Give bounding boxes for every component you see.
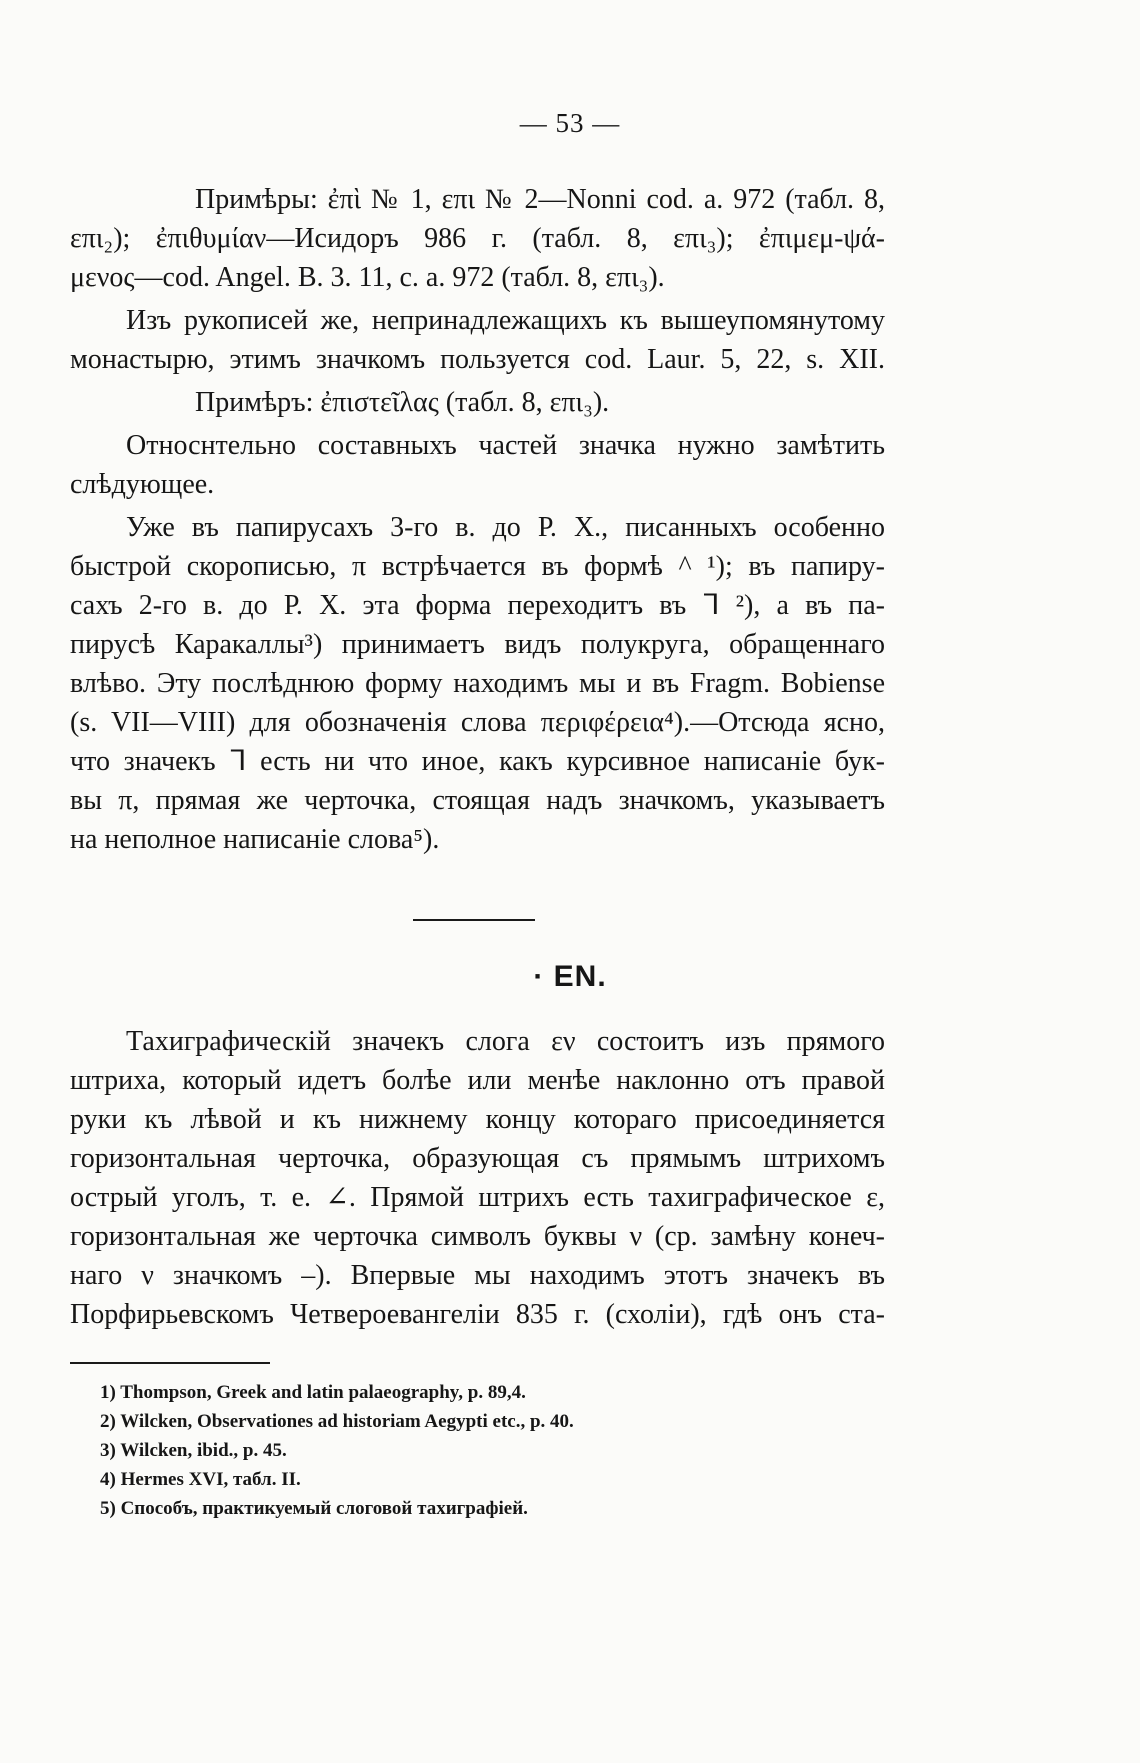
text-line: наго ν значкомъ –). Впервые мы находимъ этотъ значекъ въ bbox=[70, 1260, 885, 1291]
text-line: Примѣръ: ἐπιστεῖλας (табл. 8, επι₃). bbox=[195, 387, 610, 418]
text-line: быстрой скорописью, π встрѣчается въ формѣ ^ ¹); въ папиру- bbox=[70, 551, 885, 582]
footnote: 4) Hermes XVI, табл. II. bbox=[100, 1469, 301, 1490]
footnotes bbox=[100, 1378, 920, 1523]
text-line: сахъ 2-го в. до Р. Х. эта форма переходитъ въ ᒣ ²), а въ па- bbox=[70, 590, 885, 621]
text-line: вы π, прямая же черточка, стоящая надъ значкомъ, указываетъ bbox=[70, 785, 885, 816]
en-text-block bbox=[70, 1022, 885, 1334]
text-line: Уже въ папирусахъ 3-го в. до Р. Х., писанныхъ особенно bbox=[126, 512, 885, 543]
text-line: на неполное написаніе слова⁵). bbox=[70, 824, 440, 855]
text-line: μενος—cod. Angel. B. 3. 11, c. a. 972 (табл. 8, επι₃). bbox=[70, 262, 665, 293]
paragraph-examples-1-cont bbox=[70, 219, 885, 297]
text-line: монастырю, этимъ значкомъ пользуется cod. Laur. 5, 22, s. XII. bbox=[70, 344, 885, 375]
text-line: Тахиграфическій значекъ слога εν состоитъ изъ прямого bbox=[126, 1026, 885, 1057]
footnote: 5) Способъ, практикуемый слоговой тахиграфіей. bbox=[100, 1498, 528, 1519]
footnote: 1) Thompson, Greek and latin palaeography, p. 89,4. bbox=[100, 1382, 526, 1403]
footnote-divider bbox=[70, 1362, 270, 1364]
text-line: Изъ рукописей же, непринадлежащихъ къ вышеупомянутому bbox=[126, 305, 885, 336]
paragraph-examples-1 bbox=[70, 180, 885, 219]
page-number: — 53 — bbox=[519, 108, 621, 138]
text-line: Относнтельно составныхъ частей значка нужно замѣтить bbox=[126, 430, 885, 461]
text-line: влѣво. Эту послѣднюю форму находимъ мы и въ Fragm. Bobiense bbox=[70, 668, 885, 699]
text-line: Примѣры: ἐπὶ № 1, επι № 2—Nonni cod. a. 972 (табл. 8, bbox=[195, 184, 885, 215]
text-line: острый уголъ, т. е. ∠. Прямой штрихъ есть тахиграфическое ε, bbox=[70, 1182, 885, 1213]
text-line: слѣдующее. bbox=[70, 469, 215, 500]
paragraph-manuscripts bbox=[70, 301, 885, 379]
paragraph-papyri bbox=[70, 508, 885, 859]
text-line: επι₂); ἐπιθυμίαν—Исидоръ 986 г. (табл. 8, επι₃); ἐπιμεμ-ψά- bbox=[70, 223, 885, 254]
text-line: горизонтальная же черточка символъ буквы ν (ср. замѣну конеч- bbox=[70, 1221, 885, 1252]
text-line: пирусѣ Каракаллы³) принимаетъ видъ полукруга, обращеннаго bbox=[70, 629, 885, 660]
paragraph-example-2 bbox=[70, 383, 885, 422]
footnote: 2) Wilcken, Observationes ad historiam Aegypti etc., p. 40. bbox=[100, 1411, 574, 1432]
section-divider bbox=[413, 919, 535, 921]
section-heading: · EN. bbox=[533, 960, 607, 993]
text-line: что значекъ ᒣ есть ни что иное, какъ курсивное написаніе бук- bbox=[70, 746, 885, 777]
top-text-block bbox=[70, 180, 885, 859]
text-line: штриха, который идетъ болѣе или менѣе наклонно отъ правой bbox=[70, 1065, 885, 1096]
paragraph-components bbox=[70, 426, 885, 504]
text-line: (s. VII—VIII) для обозначенія слова περιφέρεια⁴).—Отсюда ясно, bbox=[70, 707, 885, 738]
text-line: руки къ лѣвой и къ нижнему концу котораго присоединяется bbox=[70, 1104, 885, 1135]
text-line: горизонтальная черточка, образующая съ прямымъ штрихомъ bbox=[70, 1143, 885, 1174]
footnote: 3) Wilcken, ibid., p. 45. bbox=[100, 1440, 287, 1461]
text-line: Порфирьевскомъ Четвероевангеліи 835 г. (схоліи), гдѣ онъ ста- bbox=[70, 1299, 885, 1330]
paragraph-en bbox=[70, 1022, 885, 1334]
